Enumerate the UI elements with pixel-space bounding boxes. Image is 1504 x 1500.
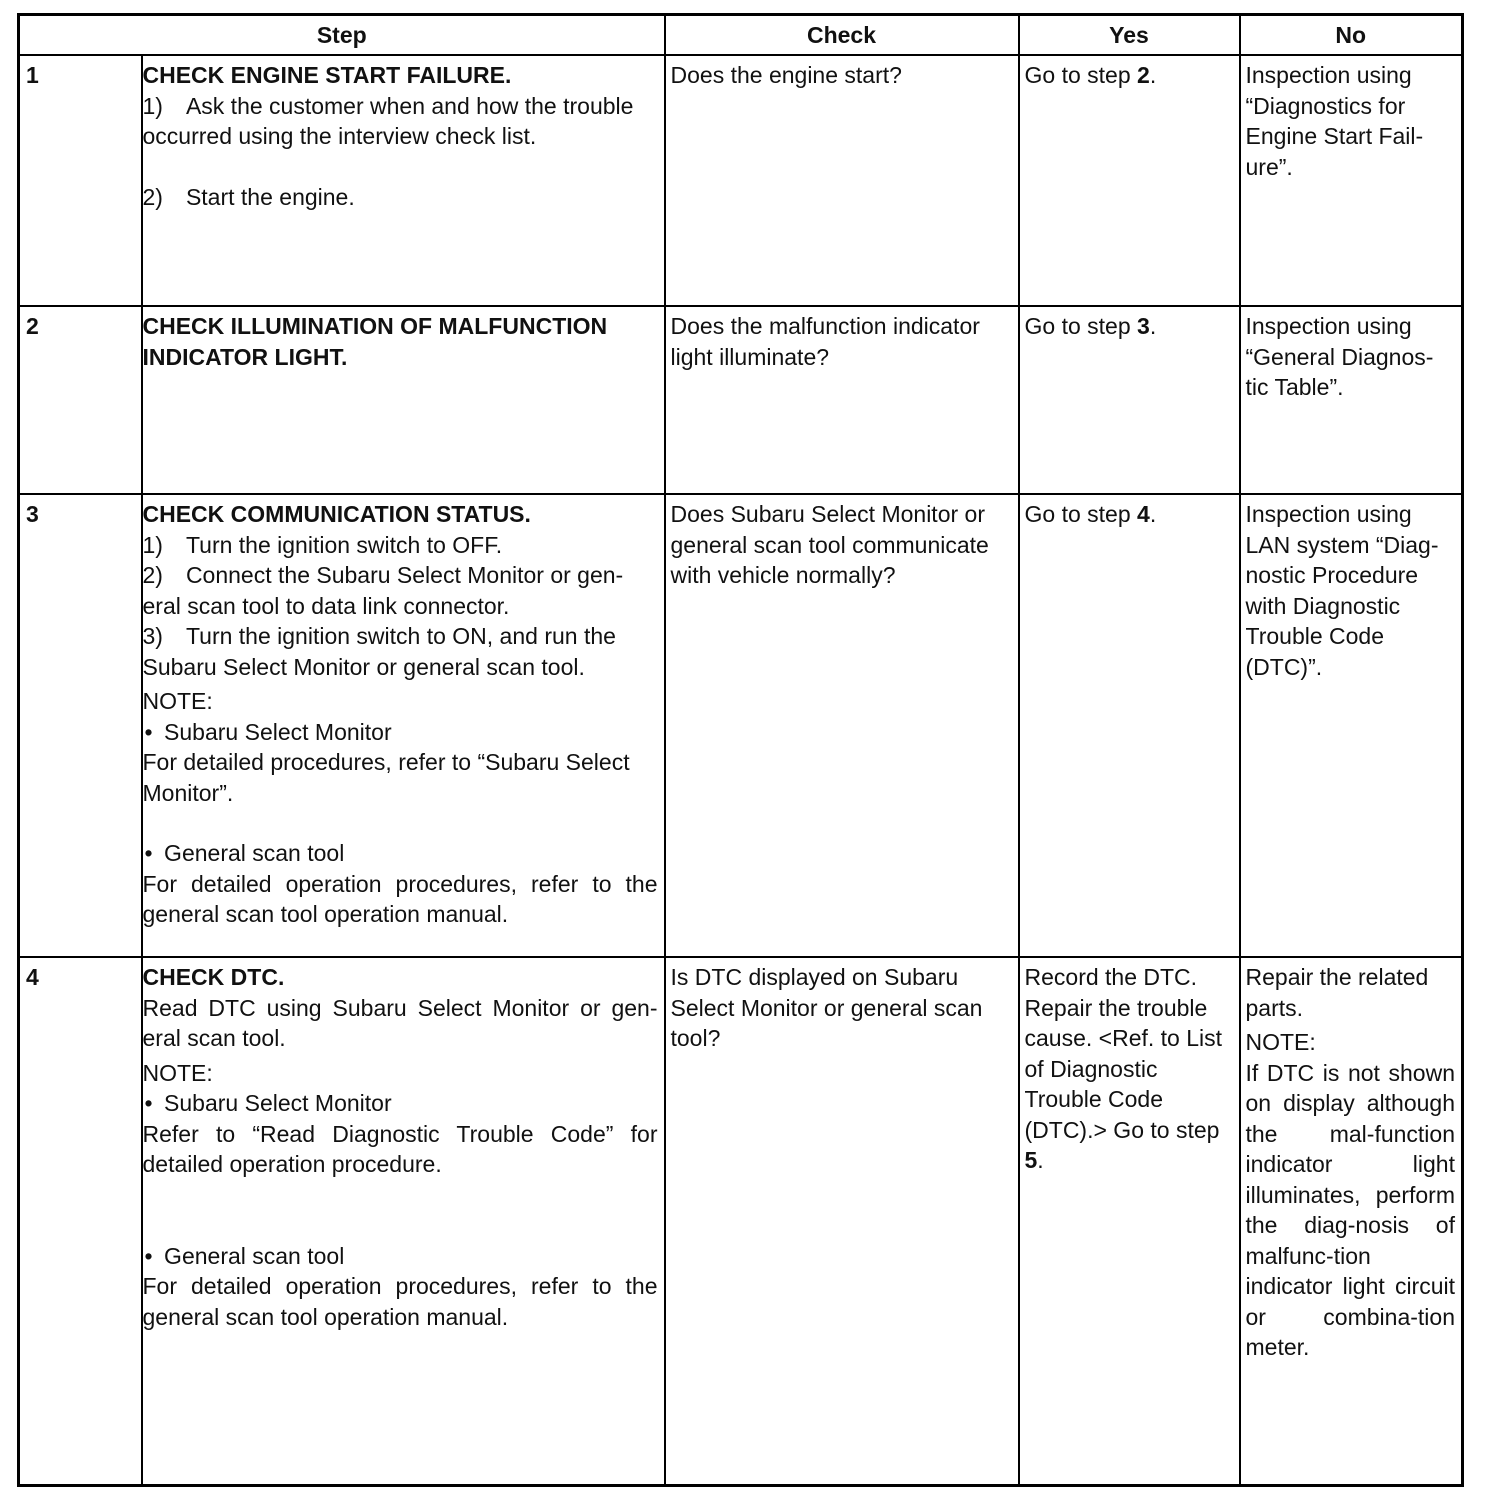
step-content [142, 957, 665, 1486]
no-cell: Inspection using “Diagnostics for Engine Start Fail-ure”. [1240, 55, 1463, 306]
bullet-text: For detailed operation procedures, refer to the general scan tool operation manual. [142, 870, 658, 927]
note-label: NOTE: [142, 688, 213, 714]
step-instruction: 1) Ask the customer when and how the trouble occurred using the interview check list. [142, 92, 634, 149]
step-number: 1 [19, 55, 142, 306]
no-cell [1240, 957, 1463, 1486]
bullet-text: For detailed procedures, refer to “Subaru Select Monitor”. [142, 749, 630, 806]
go-to-step-link: 3 [1137, 313, 1150, 339]
bullet-text: For detailed operation procedures, refer to the general scan tool operation manual. [142, 1273, 658, 1330]
bullet-item: • Subaru Select Monitor [144, 1090, 392, 1116]
yes-cell: Go to step 4. [1019, 494, 1240, 957]
step-content [142, 55, 665, 306]
step-title: CHECK ILLUMINATION OF MALFUNCTION INDICATOR LIGHT. [142, 313, 608, 370]
step-instruction: Read DTC using Subaru Select Monitor or gen-eral scan tool. [142, 994, 658, 1051]
note-label: NOTE: [142, 1059, 213, 1086]
step-content [142, 306, 665, 494]
check-cell: Is DTC displayed on Subaru Select Monitor or general scan tool? [665, 957, 1019, 1486]
go-to-step-link: 2 [1137, 62, 1150, 88]
header-step: Step [19, 15, 665, 56]
header-row [19, 15, 1463, 56]
yes-cell: Record the DTC. Repair the trouble cause. <Ref. to List of Diagnostic Trouble Code (DTC).> Go to step 5. [1019, 957, 1240, 1486]
yes-cell: Go to step 3. [1019, 306, 1240, 494]
step-instruction: 1) Turn the ignition switch to OFF. [142, 531, 503, 558]
yes-cell: Go to step 2. [1019, 55, 1240, 306]
step-title: CHECK ENGINE START FAILURE. [142, 62, 512, 88]
check-cell: Does the engine start? [665, 55, 1019, 306]
go-to-step-link: 4 [1137, 501, 1150, 527]
diagnostic-table [17, 13, 1464, 1487]
go-to-step-link: 5 [1024, 1147, 1038, 1173]
step-content [142, 494, 665, 957]
table-row [19, 55, 1463, 306]
header-check: Check [665, 15, 1019, 56]
table-row [19, 494, 1463, 957]
check-cell: Does the malfunction indicator light illuminate? [665, 306, 1019, 494]
bullet-item: • General scan tool [144, 840, 345, 866]
step-number: 2 [19, 306, 142, 494]
bullet-item: • Subaru Select Monitor [144, 718, 392, 745]
step-instruction: 2) Connect the Subaru Select Monitor or gen-eral scan tool to data link connector. [142, 562, 624, 619]
bullet-text: Refer to “Read Diagnostic Trouble Code” for detailed operation procedure. [142, 1120, 658, 1177]
no-cell: Inspection using “General Diagnos-tic Table”. [1240, 306, 1463, 494]
no-text: Repair the related parts. [1245, 964, 1429, 1021]
note-label: NOTE: [1245, 1029, 1316, 1055]
table-row [19, 957, 1463, 1486]
step-instruction: 3) Turn the ignition switch to ON, and run the Subaru Select Monitor or general scan tool. [142, 623, 616, 680]
step-number: 3 [19, 494, 142, 957]
no-note-text: If DTC is not shown on display although the mal-function indicator light illuminates, perform the diag-nosis of malfunc-tion indicator light circuit or combina-tion meter. [1245, 1059, 1455, 1360]
header-yes: Yes [1019, 15, 1240, 56]
step-instruction: 2) Start the engine. [142, 183, 355, 210]
bullet-item: • General scan tool [144, 1242, 345, 1269]
check-cell: Does Subaru Select Monitor or general scan tool communicate with vehicle normally? [665, 494, 1019, 957]
step-number: 4 [19, 957, 142, 1486]
no-cell: Inspection using LAN system “Diag-nostic Procedure with Diagnostic Trouble Code (DTC)”. [1240, 494, 1463, 957]
step-title: CHECK DTC. [142, 964, 285, 990]
step-title: CHECK COMMUNICATION STATUS. [142, 501, 531, 527]
table-row [19, 306, 1463, 494]
header-no: No [1240, 15, 1463, 56]
